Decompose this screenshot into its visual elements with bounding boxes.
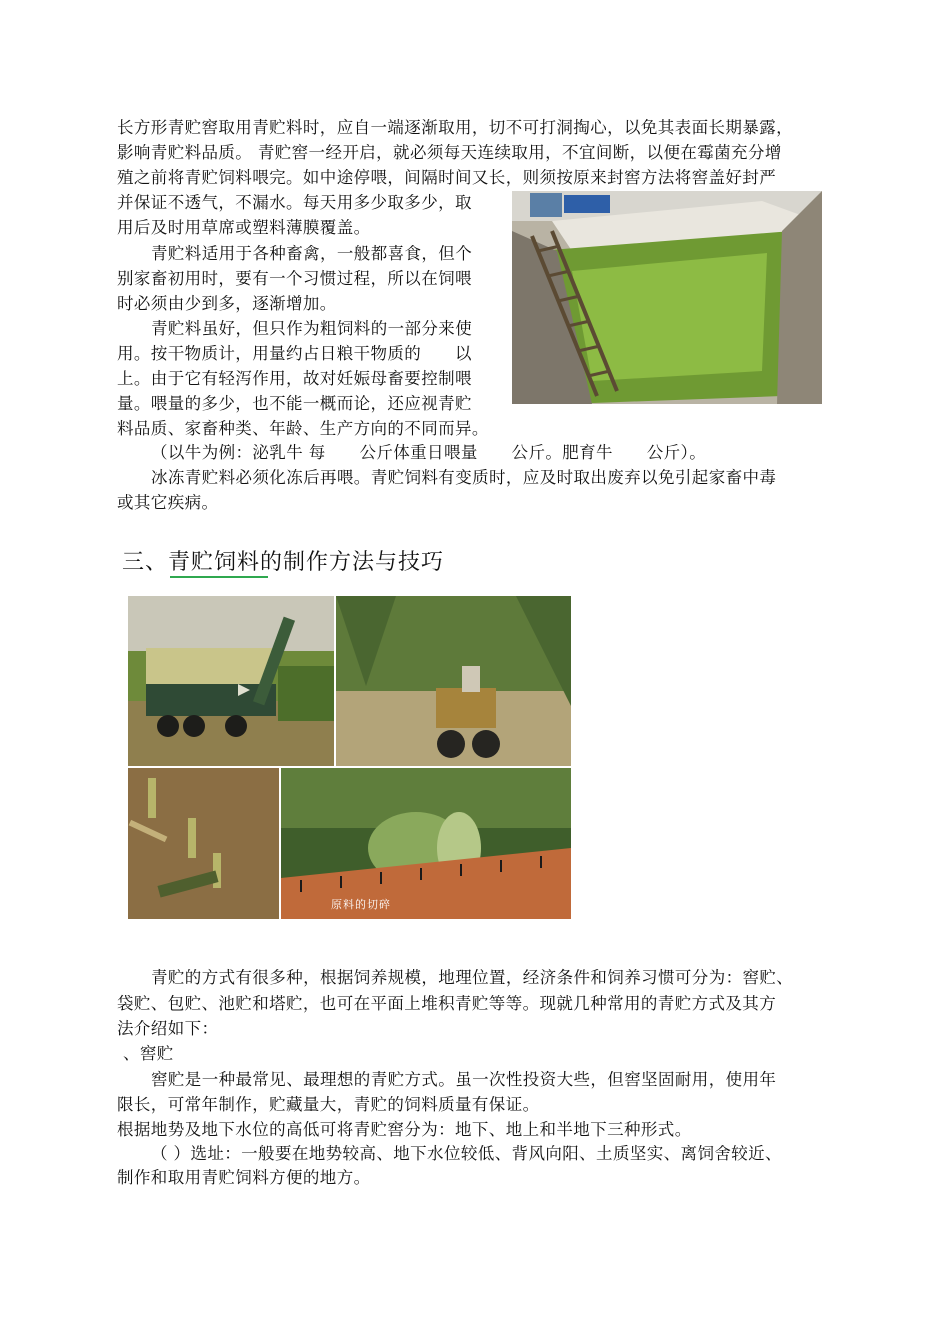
text-line: 或其它疾病。 xyxy=(117,493,219,512)
text-line: 别家畜初用时，要有一个习惯过程，所以在饲喂 xyxy=(117,269,472,288)
tractor-field-photo xyxy=(336,596,571,766)
text-line: （ ）选址：一般要在地势较高、地下水位较低、背风向阳、土质坚实、离饲舍较近、 xyxy=(151,1144,782,1163)
forage-harvester-photo xyxy=(128,596,334,766)
text-line: 时必须由少到多，逐渐增加。 xyxy=(117,294,337,313)
text-line: 青贮料虽好，但只作为粗饲料的一部分来使 xyxy=(151,319,473,338)
section-heading: 三、青贮饲料的制作方法与技巧 xyxy=(122,550,445,575)
text-line: （以牛为例：泌乳牛 每 公斤体重日喂量 公斤。肥育牛 公斤）。 xyxy=(151,443,707,462)
text-line: 用后及时用草席或塑料薄膜覆盖。 xyxy=(117,218,371,237)
text-line: 窖贮是一种最常见、最理想的青贮方式。虽一次性投资大些，但窖坚固耐用，使用年 xyxy=(151,1070,777,1089)
text-line: 用。按干物质计，用量约占日粮干物质的 以 xyxy=(117,344,472,363)
chopped-material-photo xyxy=(281,768,571,919)
text-line: 袋贮、包贮、池贮和塔贮，也可在平面上堆积青贮等等。现就几种常用的青贮方式及其方 xyxy=(117,994,777,1013)
text-line: 长方形青贮窖取用青贮料时，应自一端逐渐取用，切不可打洞掏心，以免其表面长期暴露， xyxy=(117,118,793,137)
text-line: 根据地势及地下水位的高低可将青贮窖分为：地下、地上和半地下三种形式。 xyxy=(117,1120,692,1139)
text-line: 冰冻青贮料必须化冻后再喂。青贮饲料有变质时，应及时取出废弃以免引起家畜中毒 xyxy=(151,468,777,487)
text-line: 量。喂量的多少，也不能一概而论，还应视青贮 xyxy=(117,394,472,413)
text-line: 青贮的方式有很多种，根据饲养规模，地理位置，经济条件和饲养习惯可分为：窖贮、 xyxy=(151,968,794,987)
text-line: 并保证不透气，不漏水。每天用多少取多少，取 xyxy=(117,193,472,212)
text-line: 制作和取用青贮饲料方便的地方。 xyxy=(117,1168,371,1187)
corn-stubble-photo xyxy=(128,768,279,919)
heading-underline xyxy=(170,576,268,578)
text-line: 限长，可常年制作，贮藏量大，青贮的饲料质量有保证。 xyxy=(117,1095,540,1114)
text-line: 殖之前将青贮饲料喂完。如中途停喂，间隔时间又长，则须按原来封窖方法将窖盖好封严 xyxy=(117,168,777,187)
silage-silo-photo xyxy=(512,191,822,404)
text-line: 法介绍如下： xyxy=(117,1019,219,1038)
text-line: 、窖贮 xyxy=(123,1044,174,1063)
photo-caption: 原料的切碎 xyxy=(331,898,391,911)
text-line: 青贮料适用于各种畜禽，一般都喜食，但个 xyxy=(151,244,473,263)
text-line: 影响青贮料品质。 青贮窖一经开启，就必须每天连续取用，不宜间断，以便在霉菌充分增 xyxy=(117,143,782,162)
text-line: 料品质、家畜种类、年龄、生产方向的不同而异。 xyxy=(117,419,489,438)
text-line: 上。由于它有轻泻作用，故对妊娠母畜要控制喂 xyxy=(117,369,472,388)
